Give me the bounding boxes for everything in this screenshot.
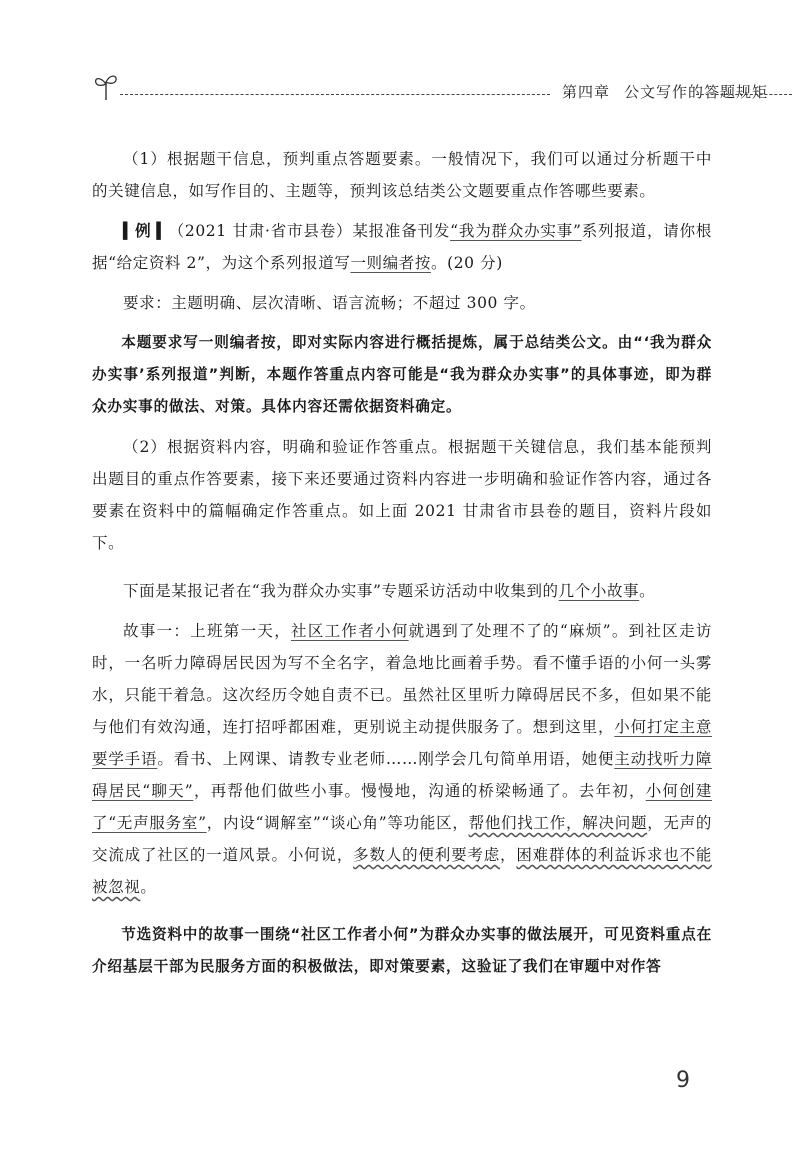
material-lead: 下面是某报记者在“我为群众办实事”专题采访活动中收集到的几个小故事。	[123, 582, 656, 600]
sprout-icon	[92, 72, 120, 102]
analysis-paragraph-2: 节选资料中的故事一围绕“社区工作者小何”为群众办实事的做法展开，可见资料重点在介绍基层干部为民服务方面的积极做法，即对策要素，这验证了我们在审题中对作答	[92, 926, 712, 975]
chapter-heading	[562, 81, 768, 102]
task-name: 一则编者按	[350, 254, 431, 272]
page-body	[92, 143, 712, 991]
header-rule-right	[696, 94, 792, 95]
chapter-title: 公文写作的答题规矩	[624, 83, 769, 101]
example-label: ▍例 ▍	[123, 221, 169, 240]
series-name: “我为群众办实事”	[450, 222, 582, 240]
page-number: 9	[676, 1068, 690, 1093]
example-question: ▍例 ▍（2021 甘肃·省市县卷）某报准备刊发“我为群众办实事”系列报道，请你根据“给定资料 2”，为这个系列报道写一则编者按。(20 分)	[92, 221, 712, 272]
requirement-text: 要求：主题明确、层次清晰、语言流畅；不超过 300 字。	[123, 294, 536, 312]
material-story-1: 故事一：上班第一天，社区工作者小何就遇到了处理不了的“麻烦”。到社区走访时，一名听力障碍居民因为写不全名字，着急地比画着手势。看不懂手语的小何一头雾水，只能干着急。这次经历令她自责不已。虽然社区里听力障碍居民不多，但如果不能与他们有效沟通，连打招呼都困难，更别说主动提供服务了。想到这里，小何打定主意要学手语。看书、上网课、请教专业老师……刚学会几句简单用语，她便主动找听力障碍居民“聊天”，再帮他们做些小事。慢慢地，沟通的桥梁畅通了。去年初，小何创建了“无声服务室”，内设“调解室”“谈心角”等功能区，帮他们找工作，解决问题，无声的交流成了社区的一道风景。小何说，多数人的便利要考虑，困难群体的利益诉求也不能被忽视。	[92, 622, 713, 896]
page-header	[92, 72, 792, 112]
chapter-number: 第四章	[562, 83, 611, 101]
paragraph-step-2: （2）根据资料内容，明确和验证作答重点。根据题干关键信息，我们基本能预判出题目的重点作答要素，接下来还要通过资料内容进一步明确和验证作答内容，通过各要素在资料中的篇幅确定作答重点。如上面 2021 甘肃省市县卷的题目，资料片段如下。	[92, 438, 712, 552]
header-rule-left	[120, 94, 550, 95]
paragraph-step-1: （1）根据题干信息，预判重点答题要素。一般情况下，我们可以通过分析题干中的关键信息，如写作目的、主题等，预判该总结类公文题要重点作答哪些要素。	[92, 150, 712, 200]
analysis-paragraph-1: 本题要求写一则编者按，即对实际内容进行概括提炼，属于总结类公文。由“‘我为群众办实事’系列报道”判断，本题作答重点内容可能是“我为群众办实事”的具体事迹，即为群众办实事的做法、对策。具体内容还需依据资料确定。	[92, 334, 712, 415]
